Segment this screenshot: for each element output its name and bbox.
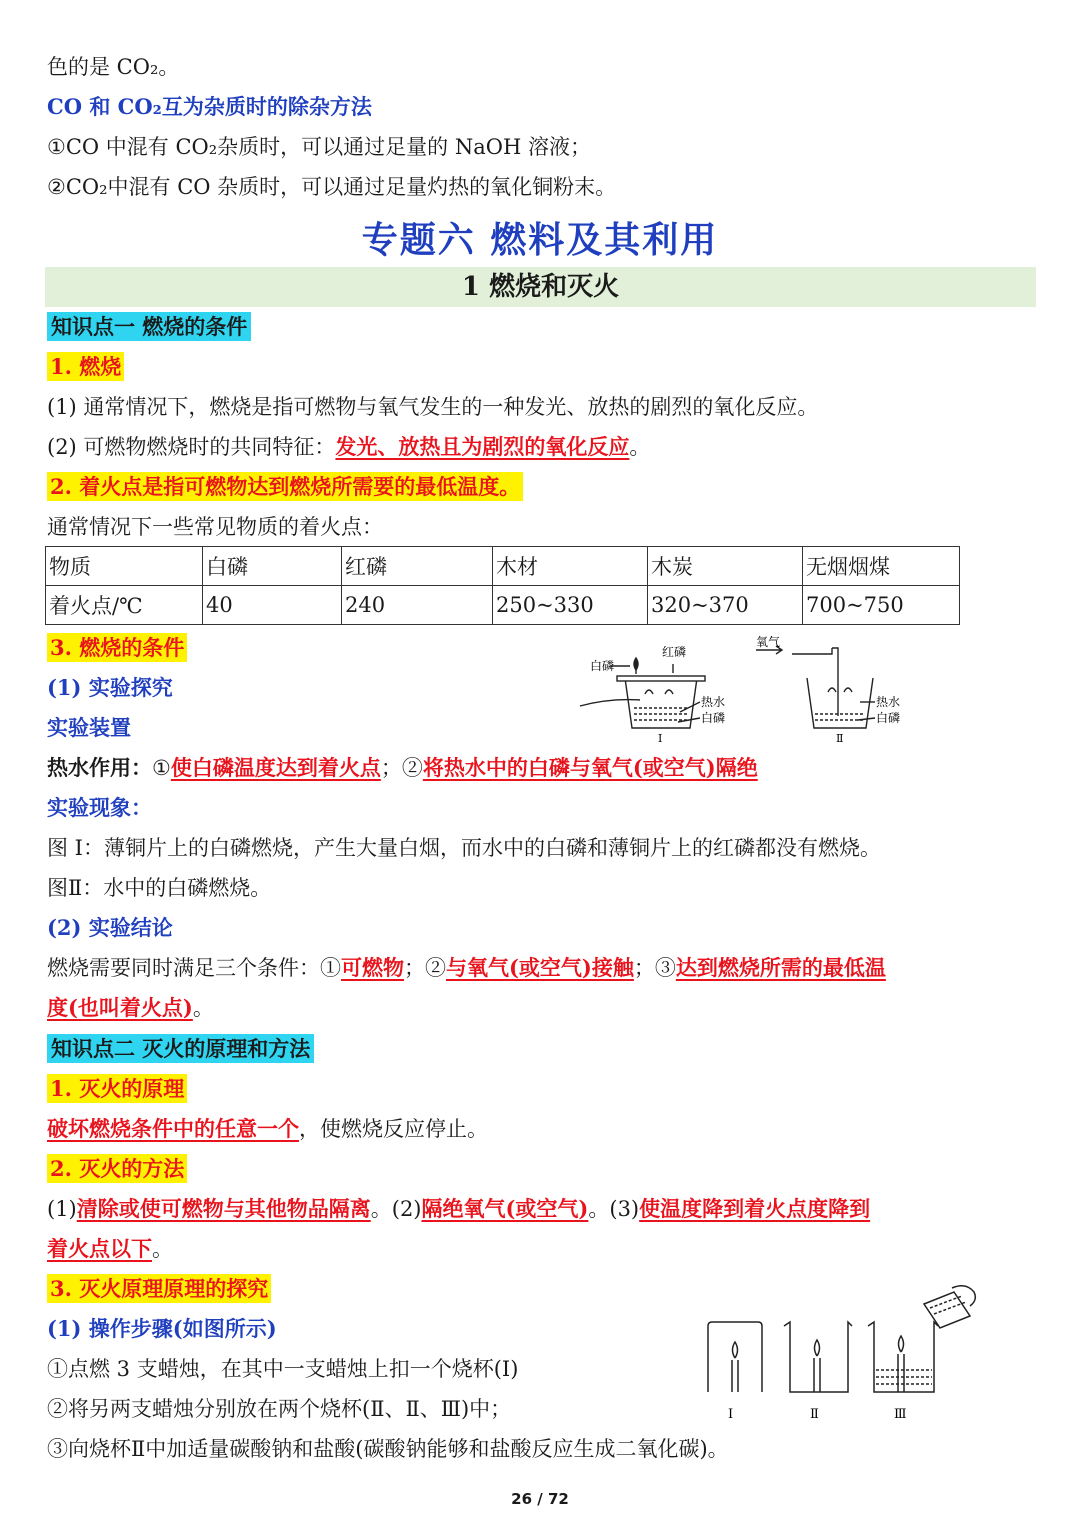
table-cell: 红磷 [342, 547, 493, 586]
ignition-point-table [45, 546, 960, 625]
figure-caption: I [728, 1407, 734, 1422]
table-cell: 320~370 [648, 586, 803, 625]
subheading: 1. 燃烧 [47, 352, 124, 382]
subheading: 2. 灭火的方法 [47, 1154, 187, 1184]
chapter-title: 专题六 燃料及其利用 [361, 219, 719, 261]
co-removal-item: ②CO₂中混有 CO 杂质时，可以通过足量灼热的氧化铜粉末。 [47, 175, 617, 199]
table-cell: 40 [203, 586, 342, 625]
table-cell: 着火点/℃ [46, 586, 203, 625]
combustion-experiment-figure [570, 636, 910, 746]
subsection-heading: (1) 实验探究 [47, 675, 173, 700]
paragraph: 图 I：薄铜片上的白磷燃烧，产生大量白烟，而水中的白磷和薄铜片上的红磷都没有燃烧。 [47, 836, 881, 860]
step-item: ③向烧杯Ⅱ中加适量碳酸钠和盐酸(碳酸钠能够和盐酸反应生成二氧化碳)。 [47, 1437, 729, 1461]
table-cell: 白磷 [203, 547, 342, 586]
figure-label: 白磷 [590, 659, 615, 673]
candle-beaker-figure [700, 1282, 990, 1427]
subheading: 2. 着火点是指可燃物达到燃烧所需要的最低温度。 [47, 472, 523, 502]
paragraph: 着火点以下。 [47, 1236, 173, 1261]
subsection-heading: (1) 操作步骤(如图所示) [47, 1316, 277, 1341]
figure-caption: Ⅱ [836, 732, 844, 745]
paragraph: (1) 通常情况下，燃烧是指可燃物与氧气发生的一种发光、放热的剧烈的氧化反应。 [47, 395, 819, 419]
subheading: 3. 燃烧的条件 [47, 633, 187, 663]
subsection-heading: 实验装置 [47, 715, 131, 740]
co-removal-heading: CO 和 CO₂互为杂质时的除杂方法 [47, 94, 372, 119]
knowledge-point-heading: 知识点二 灭火的原理和方法 [47, 1034, 314, 1064]
table-cell: 250~330 [493, 586, 648, 625]
figure-label: 白磷 [701, 711, 726, 725]
step-item: ①点燃 3 支蜡烛，在其中一支蜡烛上扣一个烧杯(Ⅰ) [47, 1357, 519, 1381]
table-cell: 无烟烟煤 [803, 547, 960, 586]
section-heading: 1 燃烧和灭火 [45, 267, 1036, 307]
figure-label: 氧气 [756, 636, 781, 649]
table-cell: 木材 [493, 547, 648, 586]
paragraph: 破坏燃烧条件中的任意一个，使燃烧反应停止。 [47, 1116, 488, 1141]
figure-caption: Ⅱ [810, 1407, 819, 1422]
figure-caption: Ⅲ [894, 1407, 907, 1422]
paragraph: 热水作用：①使白磷温度达到着火点；②将热水中的白磷与氧气(或空气)隔绝 [47, 755, 758, 780]
step-item: ②将另两支蜡烛分别放在两个烧杯(Ⅱ、Ⅱ、Ⅲ)中； [47, 1397, 512, 1421]
subsection-heading: (2) 实验结论 [47, 915, 173, 940]
table-cell: 240 [342, 586, 493, 625]
subheading: 1. 灭火的原理 [47, 1074, 187, 1104]
figure-caption: I [658, 732, 663, 745]
table-cell: 700~750 [803, 586, 960, 625]
page-number: 26 / 72 [511, 1490, 569, 1508]
table-row [46, 547, 960, 586]
co-removal-item: ①CO 中混有 CO₂杂质时，可以通过足量的 NaOH 溶液； [47, 135, 591, 159]
paragraph: 燃烧需要同时满足三个条件：①可燃物；②与氧气(或空气)接触；③达到燃烧所需的最低温 [47, 955, 886, 980]
table-row [46, 586, 960, 625]
figure-label: 热水 [876, 695, 901, 709]
subheading: 3. 灭火原理原理的探究 [47, 1274, 271, 1304]
figure-label: 红磷 [662, 645, 687, 659]
paragraph: (1)清除或使可燃物与其他物品隔离。(2)隔绝氧气(或空气)。(3)使温度降到着火点度降到 [47, 1196, 871, 1221]
paragraph: 度(也叫着火点)。 [47, 995, 214, 1020]
subsection-heading: 实验现象： [47, 795, 152, 820]
paragraph: 通常情况下一些常见物质的着火点： [47, 515, 383, 539]
paragraph: (2) 可燃物燃烧时的共同特征：发光、放热且为剧烈的氧化反应。 [47, 434, 651, 459]
text-line: 色的是 CO₂。 [47, 55, 180, 79]
table-cell: 木炭 [648, 547, 803, 586]
paragraph: 图Ⅱ：水中的白磷燃烧。 [47, 876, 272, 900]
figure-label: 热水 [701, 695, 726, 709]
table-cell: 物质 [46, 547, 203, 586]
figure-label: 白磷 [876, 711, 901, 725]
knowledge-point-heading: 知识点一 燃烧的条件 [47, 312, 251, 342]
